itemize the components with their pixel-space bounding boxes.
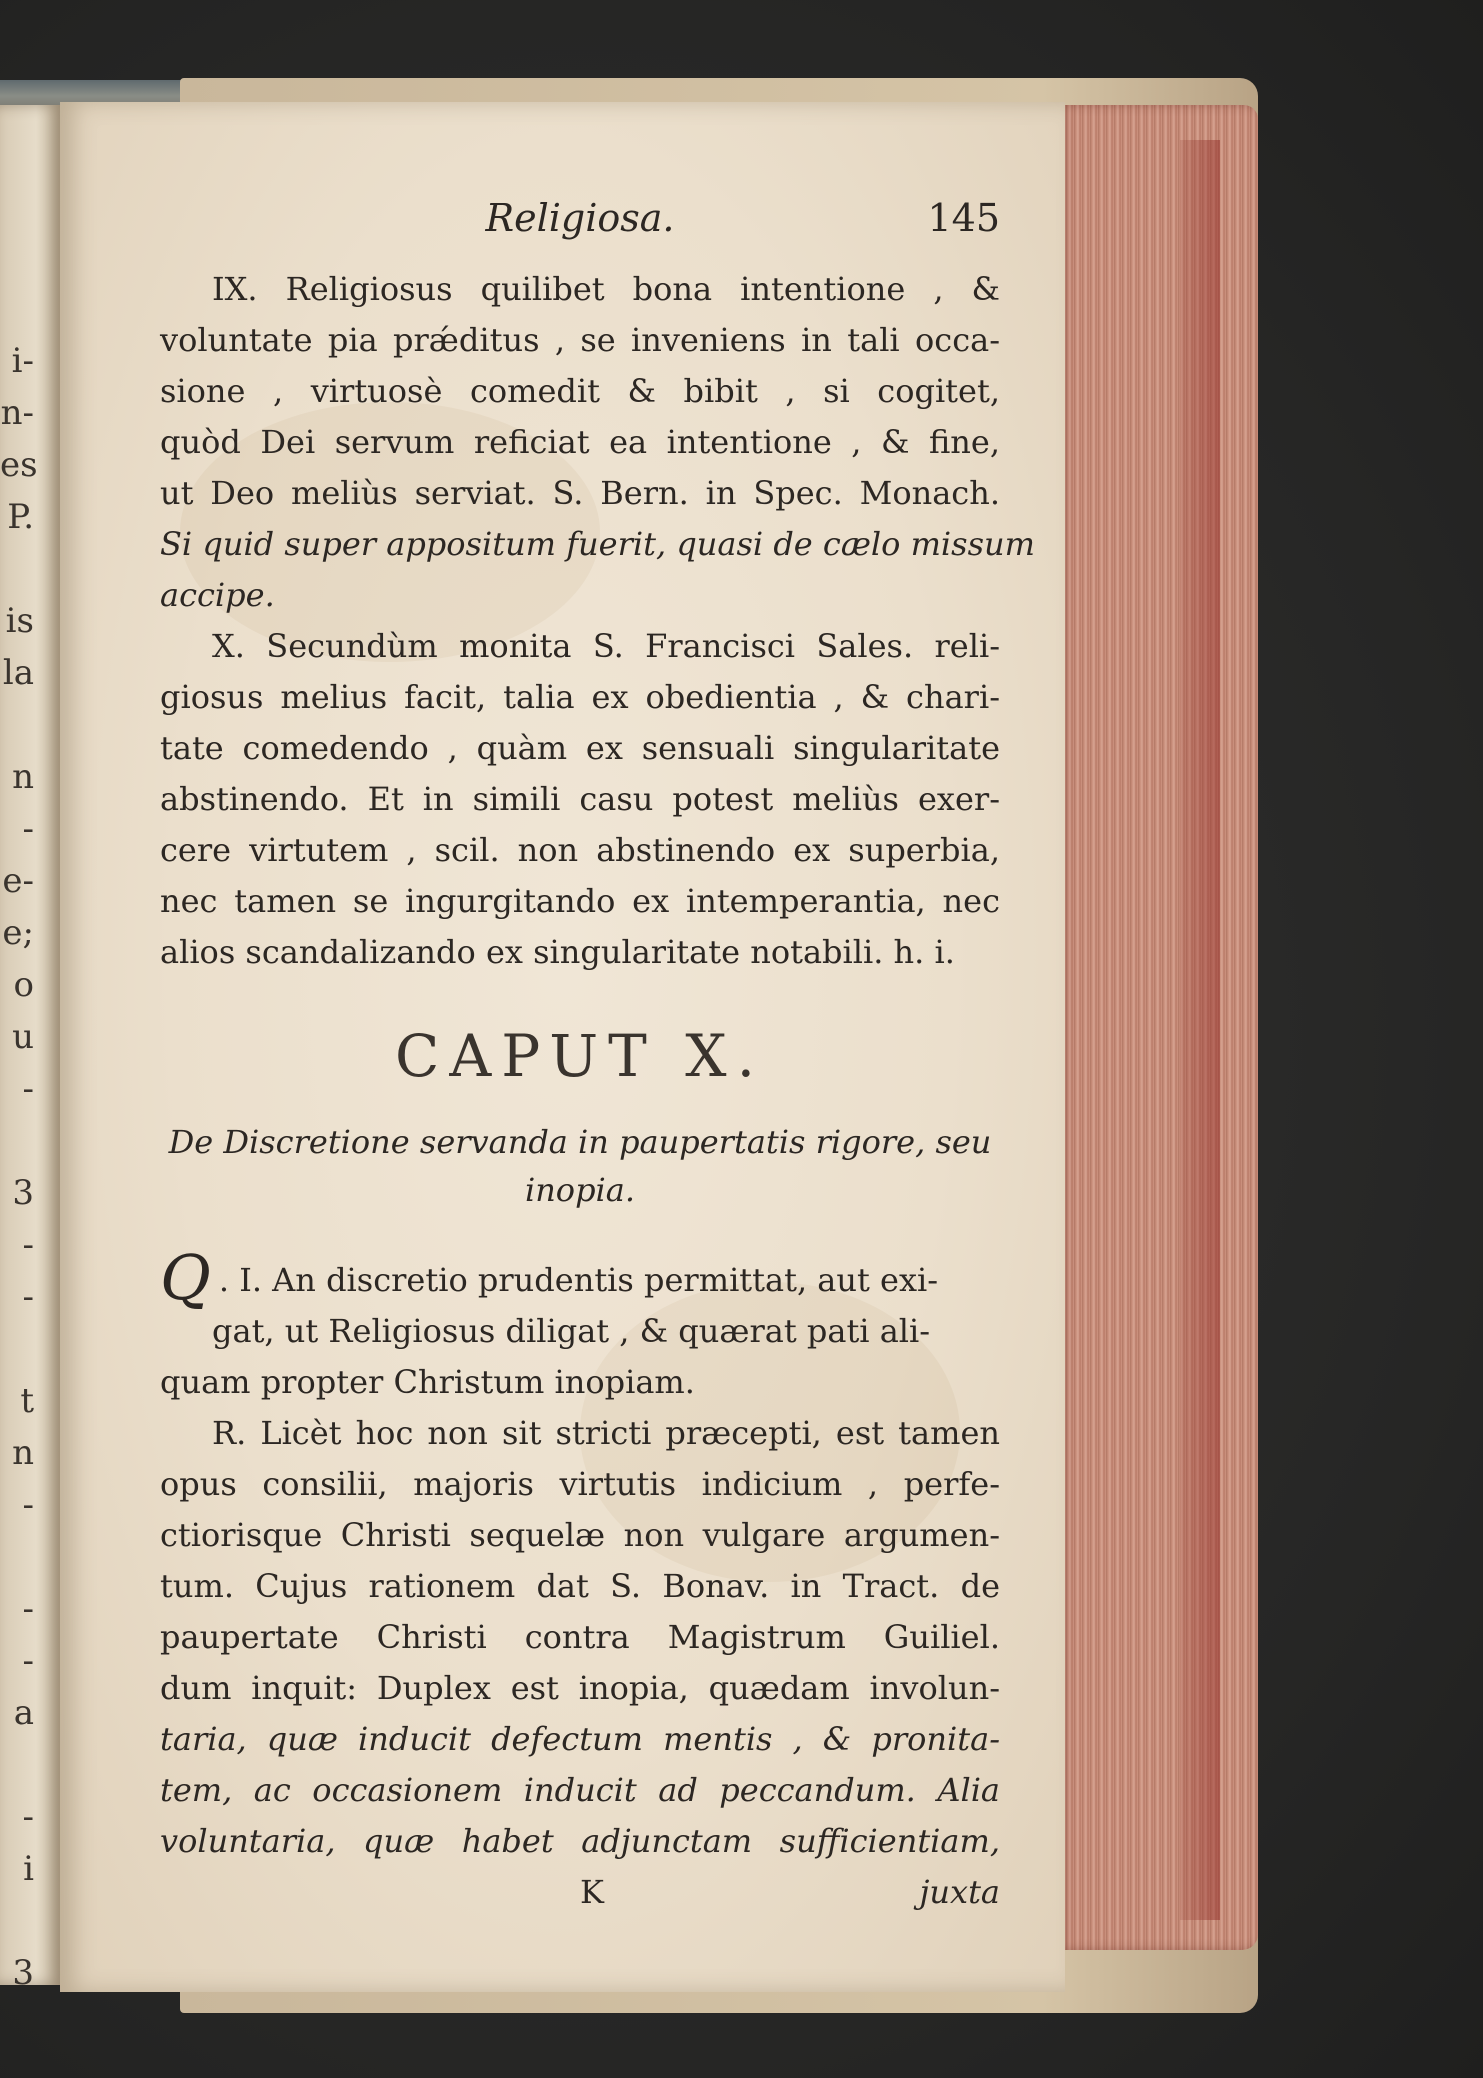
question-text-line-1: . I. An discretio prudentis permittat, aut exi- xyxy=(218,1261,939,1299)
left-page-fragment: n- xyxy=(0,393,34,433)
answer-paragraph xyxy=(160,1408,1000,1867)
left-page-fragment: - xyxy=(22,1589,34,1629)
left-page-fragment: - xyxy=(22,1641,34,1681)
catchword: juxta xyxy=(919,1873,1000,1911)
left-page-sliver xyxy=(0,105,60,1993)
left-page-fragment: e- xyxy=(2,861,34,901)
left-page-fragment: e; xyxy=(2,913,34,953)
left-page-fragment: n xyxy=(12,1433,34,1473)
left-page-fragment: 3 xyxy=(12,1953,34,1993)
chapter-subtitle-line-1: De Discretione servanda in paupertatis rigore, seu xyxy=(168,1123,992,1161)
left-page-fragment: 3 xyxy=(12,1173,34,1213)
text-line: tate comedendo , quàm ex sensuali singularitate xyxy=(160,729,1000,767)
left-page-fragment: t xyxy=(20,1381,34,1421)
left-page-text-fragments xyxy=(0,335,38,1999)
page-footer xyxy=(160,1867,1000,1919)
left-page-fragment xyxy=(0,543,34,595)
section-ix-x xyxy=(160,264,1035,978)
text-line: voluntate pia prǽditus , se inveniens in tali occa- xyxy=(160,321,1000,359)
page-number: 145 xyxy=(927,196,1000,240)
left-page-fragment xyxy=(0,1115,34,1167)
text-line: opus consilii, majoris virtutis indicium , perfe- xyxy=(160,1465,1000,1503)
left-page-fragment: es xyxy=(0,445,38,485)
text-line: giosus melius facit, talia ex obedientia , & chari- xyxy=(160,678,1000,716)
left-page-fragment xyxy=(0,1531,34,1583)
text-line: Si quid super appositum fuerit, quasi de cælo missum xyxy=(160,525,1035,563)
text-line: alios scandalizando ex singularitate notabili. h. i. xyxy=(160,933,955,971)
question-line-3: quam propter Christum inopiam. xyxy=(160,1363,695,1401)
text-line: ut Deo meliùs serviat. S. Bern. in Spec. Monach. xyxy=(160,474,1000,512)
left-page-fragment: - xyxy=(22,1069,34,1109)
left-page-fragment: i- xyxy=(11,341,34,381)
left-page-fragment: la xyxy=(2,653,34,693)
page-text-block xyxy=(160,194,1035,1919)
left-page-fragment: - xyxy=(22,1797,34,1837)
chapter-heading: CAPUT X. xyxy=(395,1022,765,1090)
left-page-fragment: is xyxy=(5,601,34,641)
text-line: X. Secundùm monita S. Francisci Sales. reli- xyxy=(212,627,1000,665)
text-line: abstinendo. Et in simili casu potest meliùs exer- xyxy=(160,780,1000,818)
right-page xyxy=(60,102,1065,1992)
left-page-fragment xyxy=(0,1895,34,1947)
text-line: voluntaria, quæ habet adjunctam sufficientiam, xyxy=(160,1822,1000,1860)
page-fore-edge xyxy=(1058,105,1258,1950)
left-page-fragment: i xyxy=(23,1849,34,1889)
running-head xyxy=(160,194,1000,264)
text-line: tum. Cujus rationem dat S. Bonav. in Tract. de xyxy=(160,1567,1000,1605)
text-line: nec tamen se ingurgitando ex intemperantia, nec xyxy=(160,882,1000,920)
left-page-fragment: u xyxy=(12,1017,34,1057)
text-line: paupertate Christi contra Magistrum Guiliel. xyxy=(160,1618,1000,1656)
left-page-fragment: o xyxy=(13,965,34,1005)
text-line: R. Licèt hoc non sit stricti præcepti, est tamen xyxy=(212,1414,1000,1452)
text-line: tem, ac occasionem inducit ad peccandum. Alia xyxy=(160,1771,1000,1809)
question-line-1 xyxy=(160,1241,1000,1314)
left-page-fragment: a xyxy=(13,1693,34,1733)
left-page-fragment: P. xyxy=(7,497,34,537)
left-page-fragment xyxy=(0,1739,34,1791)
text-line: IX. Religiosus quilibet bona intentione , & xyxy=(212,270,1000,308)
running-head-title: Religiosa. xyxy=(485,196,675,240)
left-page-fragment: - xyxy=(22,1485,34,1525)
chapter-subtitle-line-2: inopia. xyxy=(524,1171,636,1209)
left-page-fragment xyxy=(0,699,34,751)
left-page-fragment: n xyxy=(12,757,34,797)
text-line: dum inquit: Duplex est inopia, quædam involun- xyxy=(160,1669,1000,1707)
text-line: taria, quæ inducit defectum mentis , & pronita- xyxy=(160,1720,1000,1758)
fore-edge-shade xyxy=(1180,140,1220,1920)
text-line: accipe. xyxy=(160,576,275,614)
text-line: ctiorisque Christi sequelæ non vulgare argumen- xyxy=(160,1516,1000,1554)
text-line: cere virtutem , scil. non abstinendo ex superbia, xyxy=(160,831,1000,869)
text-line: sione , virtuosè comedit & bibit , si cogitet, xyxy=(160,372,1000,410)
left-page-fragment: - xyxy=(22,809,34,849)
question-line-2: gat, ut Religiosus diligat , & quærat pati ali- xyxy=(212,1312,931,1350)
left-page-fragment xyxy=(0,1323,34,1375)
signature-mark: K xyxy=(580,1873,604,1911)
left-page-fragment: - xyxy=(22,1277,34,1317)
question-dropcap: Q xyxy=(160,1241,211,1314)
text-line: quòd Dei servum reficiat ea intentione , & fine, xyxy=(160,423,1000,461)
left-page-fragment: - xyxy=(22,1225,34,1265)
